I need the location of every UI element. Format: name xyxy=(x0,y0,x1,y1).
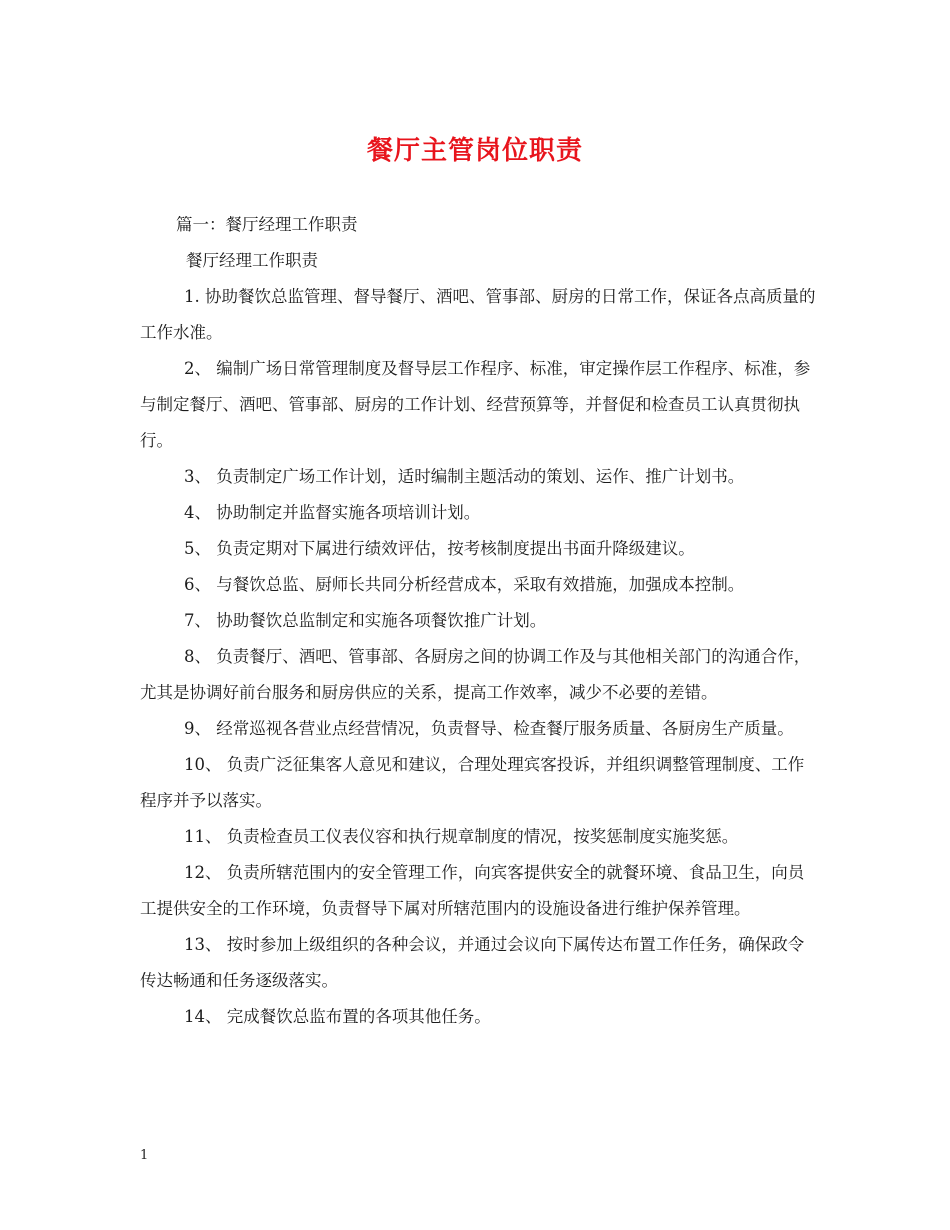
duty-item-11: 11、 负责检查员工仪表仪容和执行规章制度的情况，按奖惩制度实施奖惩。 xyxy=(184,827,739,846)
duty-item-1: 1. 协助餐饮总监管理、督导餐厅、酒吧、管事部、厨房的日常工作，保证各点高质量的工作水准。 xyxy=(140,287,816,342)
document-title: 餐厅主管岗位职责 xyxy=(366,136,583,166)
duty-item-14: 14、 完成餐饮总监布置的各项其他任务。 xyxy=(184,1007,491,1026)
document-body xyxy=(140,207,820,1035)
duty-item-9: 9、 经常巡视各营业点经营情况，负责督导、检查餐厅服务质量、各厨房生产质量。 xyxy=(184,719,794,738)
subheading: 餐厅经理工作职责 xyxy=(186,251,318,270)
duty-item-5: 5、 负责定期对下属进行绩效评估，按考核制度提出书面升降级建议。 xyxy=(184,539,695,558)
duty-item-13: 13、 按时参加上级组织的各种会议，并通过会议向下属传达布置工作任务，确保政令传达畅通和任务逐级落实。 xyxy=(140,935,805,990)
section-heading: 篇一：餐厅经理工作职责 xyxy=(176,215,358,234)
duty-item-6: 6、 与餐饮总监、厨师长共同分析经营成本，采取有效措施，加强成本控制。 xyxy=(184,575,745,594)
duty-item-2: 2、 编制广场日常管理制度及督导层工作程序、标准，审定操作层工作程序、标准，参与制定餐厅、酒吧、管事部、厨房的工作计划、经营预算等，并督促和检查员工认真贯彻执行。 xyxy=(140,359,811,450)
duty-item-3: 3、 负责制定广场工作计划，适时编制主题活动的策划、运作、推广计划书。 xyxy=(184,467,745,486)
duty-item-12: 12、 负责所辖范围内的安全管理工作，向宾客提供安全的就餐环境、食品卫生，向员工提供安全的工作环境，负责督导下属对所辖范围内的设施设备进行维护保养管理。 xyxy=(140,863,805,918)
duty-item-8: 8、 负责餐厅、酒吧、管事部、各厨房之间的协调工作及与其他相关部门的沟通合作，尤其是协调好前台服务和厨房供应的关系，提高工作效率，减少不必要的差错。 xyxy=(140,647,811,702)
duty-item-7: 7、 协助餐饮总监制定和实施各项餐饮推广计划。 xyxy=(184,611,547,630)
duty-item-10: 10、 负责广泛征集客人意见和建议，合理处理宾客投诉，并组织调整管理制度、工作程序并予以落实。 xyxy=(140,755,805,810)
page-number: 1 xyxy=(140,1148,149,1163)
duty-item-4: 4、 协助制定并监督实施各项培训计划。 xyxy=(184,503,481,522)
